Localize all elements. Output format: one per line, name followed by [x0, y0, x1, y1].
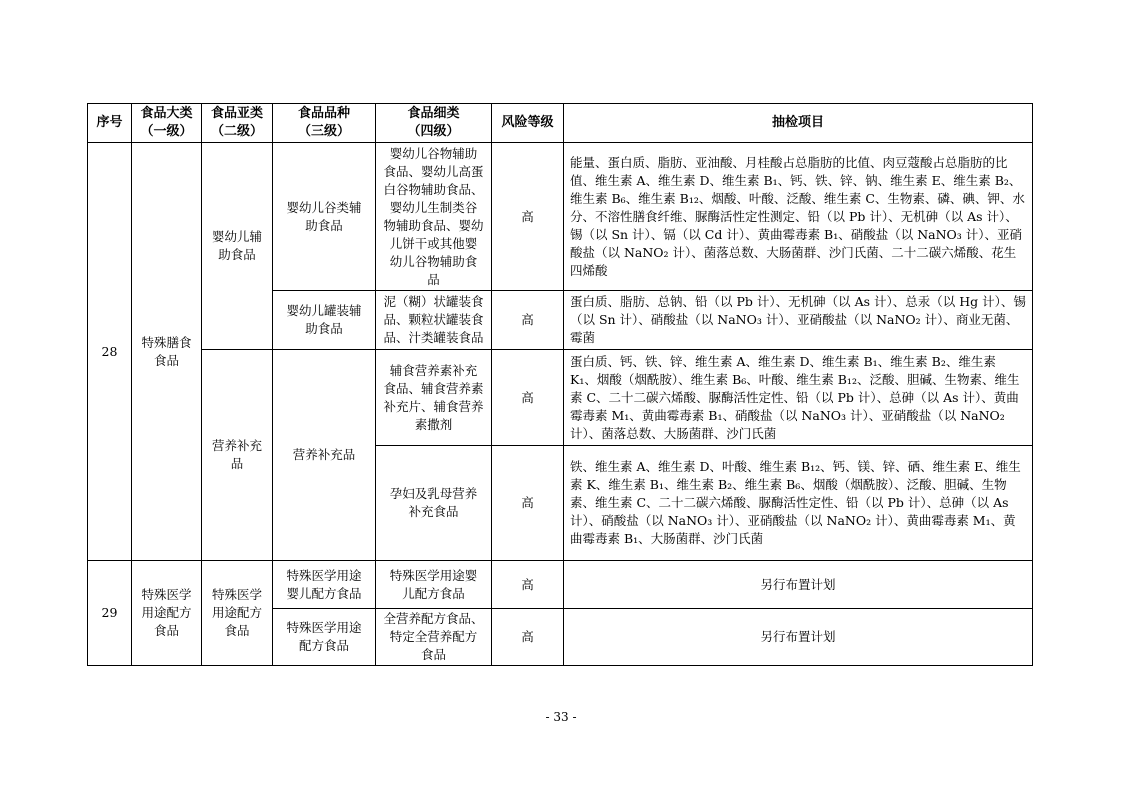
items-cell: 铁、维生素 A、维生素 D、叶酸、维生素 B₁₂、钙、镁、锌、硒、维生素 E、维生素 K、维生素 B₁、维生素 B₂、维生素 B₆、烟酸（烟酰胺）、泛酸、胆碱、生物素、维生素 C、二十二碳六烯酸、脲酶活性定性、铅（以 Pb 计）、总砷（以 As 计）、硝酸盐（以 NaNO₃ 计）、亚硝酸盐（以 NaNO₂ 计）、黄曲霉毒素 M₁、黄曲霉毒素 B₁、大肠菌群、沙门氏菌	[564, 446, 1033, 561]
header-subcategory: 食品亚类 （二级）	[202, 104, 273, 143]
subclass-cell: 全营养配方食品、 特定全营养配方 食品	[376, 609, 492, 666]
risk-cell: 高	[492, 609, 564, 666]
header-row	[88, 104, 1033, 143]
inspection-table	[87, 103, 1033, 666]
items-cell: 蛋白质、钙、铁、锌、维生素 A、维生素 D、维生素 B₁、维生素 B₂、维生素 K₁、烟酸（烟酰胺）、维生素 B₆、叶酸、维生素 B₁₂、泛酸、胆碱、生物素、维生素 C、二十二碳六烯酸、脲酶活性定性、铅（以 Pb 计）、总砷（以 As 计）、黄曲霉毒素 M₁、黄曲霉毒素 B₁、硝酸盐（以 NaNO₃ 计）、亚硝酸盐（以 NaNO₂ 计）、菌落总数、大肠菌群、沙门氏菌	[564, 350, 1033, 446]
page-number: - 33 -	[545, 710, 577, 724]
seq-cell: 28	[88, 143, 132, 561]
variety-cell: 营养补充品	[273, 350, 376, 561]
variety-cell: 特殊医学用途 婴儿配方食品	[273, 561, 376, 609]
items-cell: 另行布置计划	[564, 561, 1033, 609]
items-cell: 蛋白质、脂肪、总钠、铅（以 Pb 计）、无机砷（以 As 计）、总汞（以 Hg 计）、锡（以 Sn 计）、硝酸盐（以 NaNO₃ 计）、亚硝酸盐（以 NaNO₂ 计）、商业无菌、霉菌	[564, 291, 1033, 350]
header-variety: 食品品种 （三级）	[273, 104, 376, 143]
risk-cell: 高	[492, 350, 564, 446]
seq-cell: 29	[88, 561, 132, 666]
items-cell: 另行布置计划	[564, 609, 1033, 666]
subclass-cell: 孕妇及乳母营养 补充食品	[376, 446, 492, 561]
subcategory-cell: 婴幼儿辅 助食品	[202, 143, 273, 350]
items-cell: 能量、蛋白质、脂肪、亚油酸、月桂酸占总脂肪的比值、肉豆蔻酸占总脂肪的比值、维生素 A、维生素 D、维生素 B₁、钙、铁、锌、钠、维生素 E、维生素 B₂、维生素 B₆、维生素 B₁₂、烟酸、叶酸、泛酸、维生素 C、生物素、磷、碘、钾、水分、不溶性膳食纤维、脲酶活性定性测定、铅（以 Pb 计）、无机砷（以 As 计）、锡（以 Sn 计）、镉（以 Cd 计）、黄曲霉毒素 B₁、硝酸盐（以 NaNO₃ 计）、亚硝酸盐（以 NaNO₂ 计）、菌落总数、大肠菌群、沙门氏菌、二十二碳六烯酸、花生四烯酸	[564, 143, 1033, 291]
table-row	[88, 143, 1033, 291]
subclass-cell: 特殊医学用途婴 儿配方食品	[376, 561, 492, 609]
risk-cell: 高	[492, 143, 564, 291]
header-seq: 序号	[88, 104, 132, 143]
table-row	[88, 350, 1033, 446]
header-items: 抽检项目	[564, 104, 1033, 143]
subcategory-cell: 特殊医学 用途配方 食品	[202, 561, 273, 666]
header-category: 食品大类 （一级）	[132, 104, 202, 143]
risk-cell: 高	[492, 446, 564, 561]
risk-cell: 高	[492, 291, 564, 350]
risk-cell: 高	[492, 561, 564, 609]
category-cell: 特殊医学 用途配方 食品	[132, 561, 202, 666]
variety-cell: 婴幼儿谷类辅 助食品	[273, 143, 376, 291]
table-row	[88, 561, 1033, 609]
subclass-cell: 婴幼儿谷物辅助 食品、婴幼儿高蛋 白谷物辅助食品、 婴幼儿生制类谷 物辅助食品、婴幼 儿饼干或其他婴 幼儿谷物辅助食 品	[376, 143, 492, 291]
variety-cell: 婴幼儿罐装辅 助食品	[273, 291, 376, 350]
subcategory-cell: 营养补充 品	[202, 350, 273, 561]
header-risk: 风险等级	[492, 104, 564, 143]
category-cell: 特殊膳食 食品	[132, 143, 202, 561]
header-subclass: 食品细类 （四级）	[376, 104, 492, 143]
variety-cell: 特殊医学用途 配方食品	[273, 609, 376, 666]
subclass-cell: 泥（糊）状罐装食 品、颗粒状罐装食 品、汁类罐装食品	[376, 291, 492, 350]
subclass-cell: 辅食营养素补充 食品、辅食营养素 补充片、辅食营养 素撒剂	[376, 350, 492, 446]
